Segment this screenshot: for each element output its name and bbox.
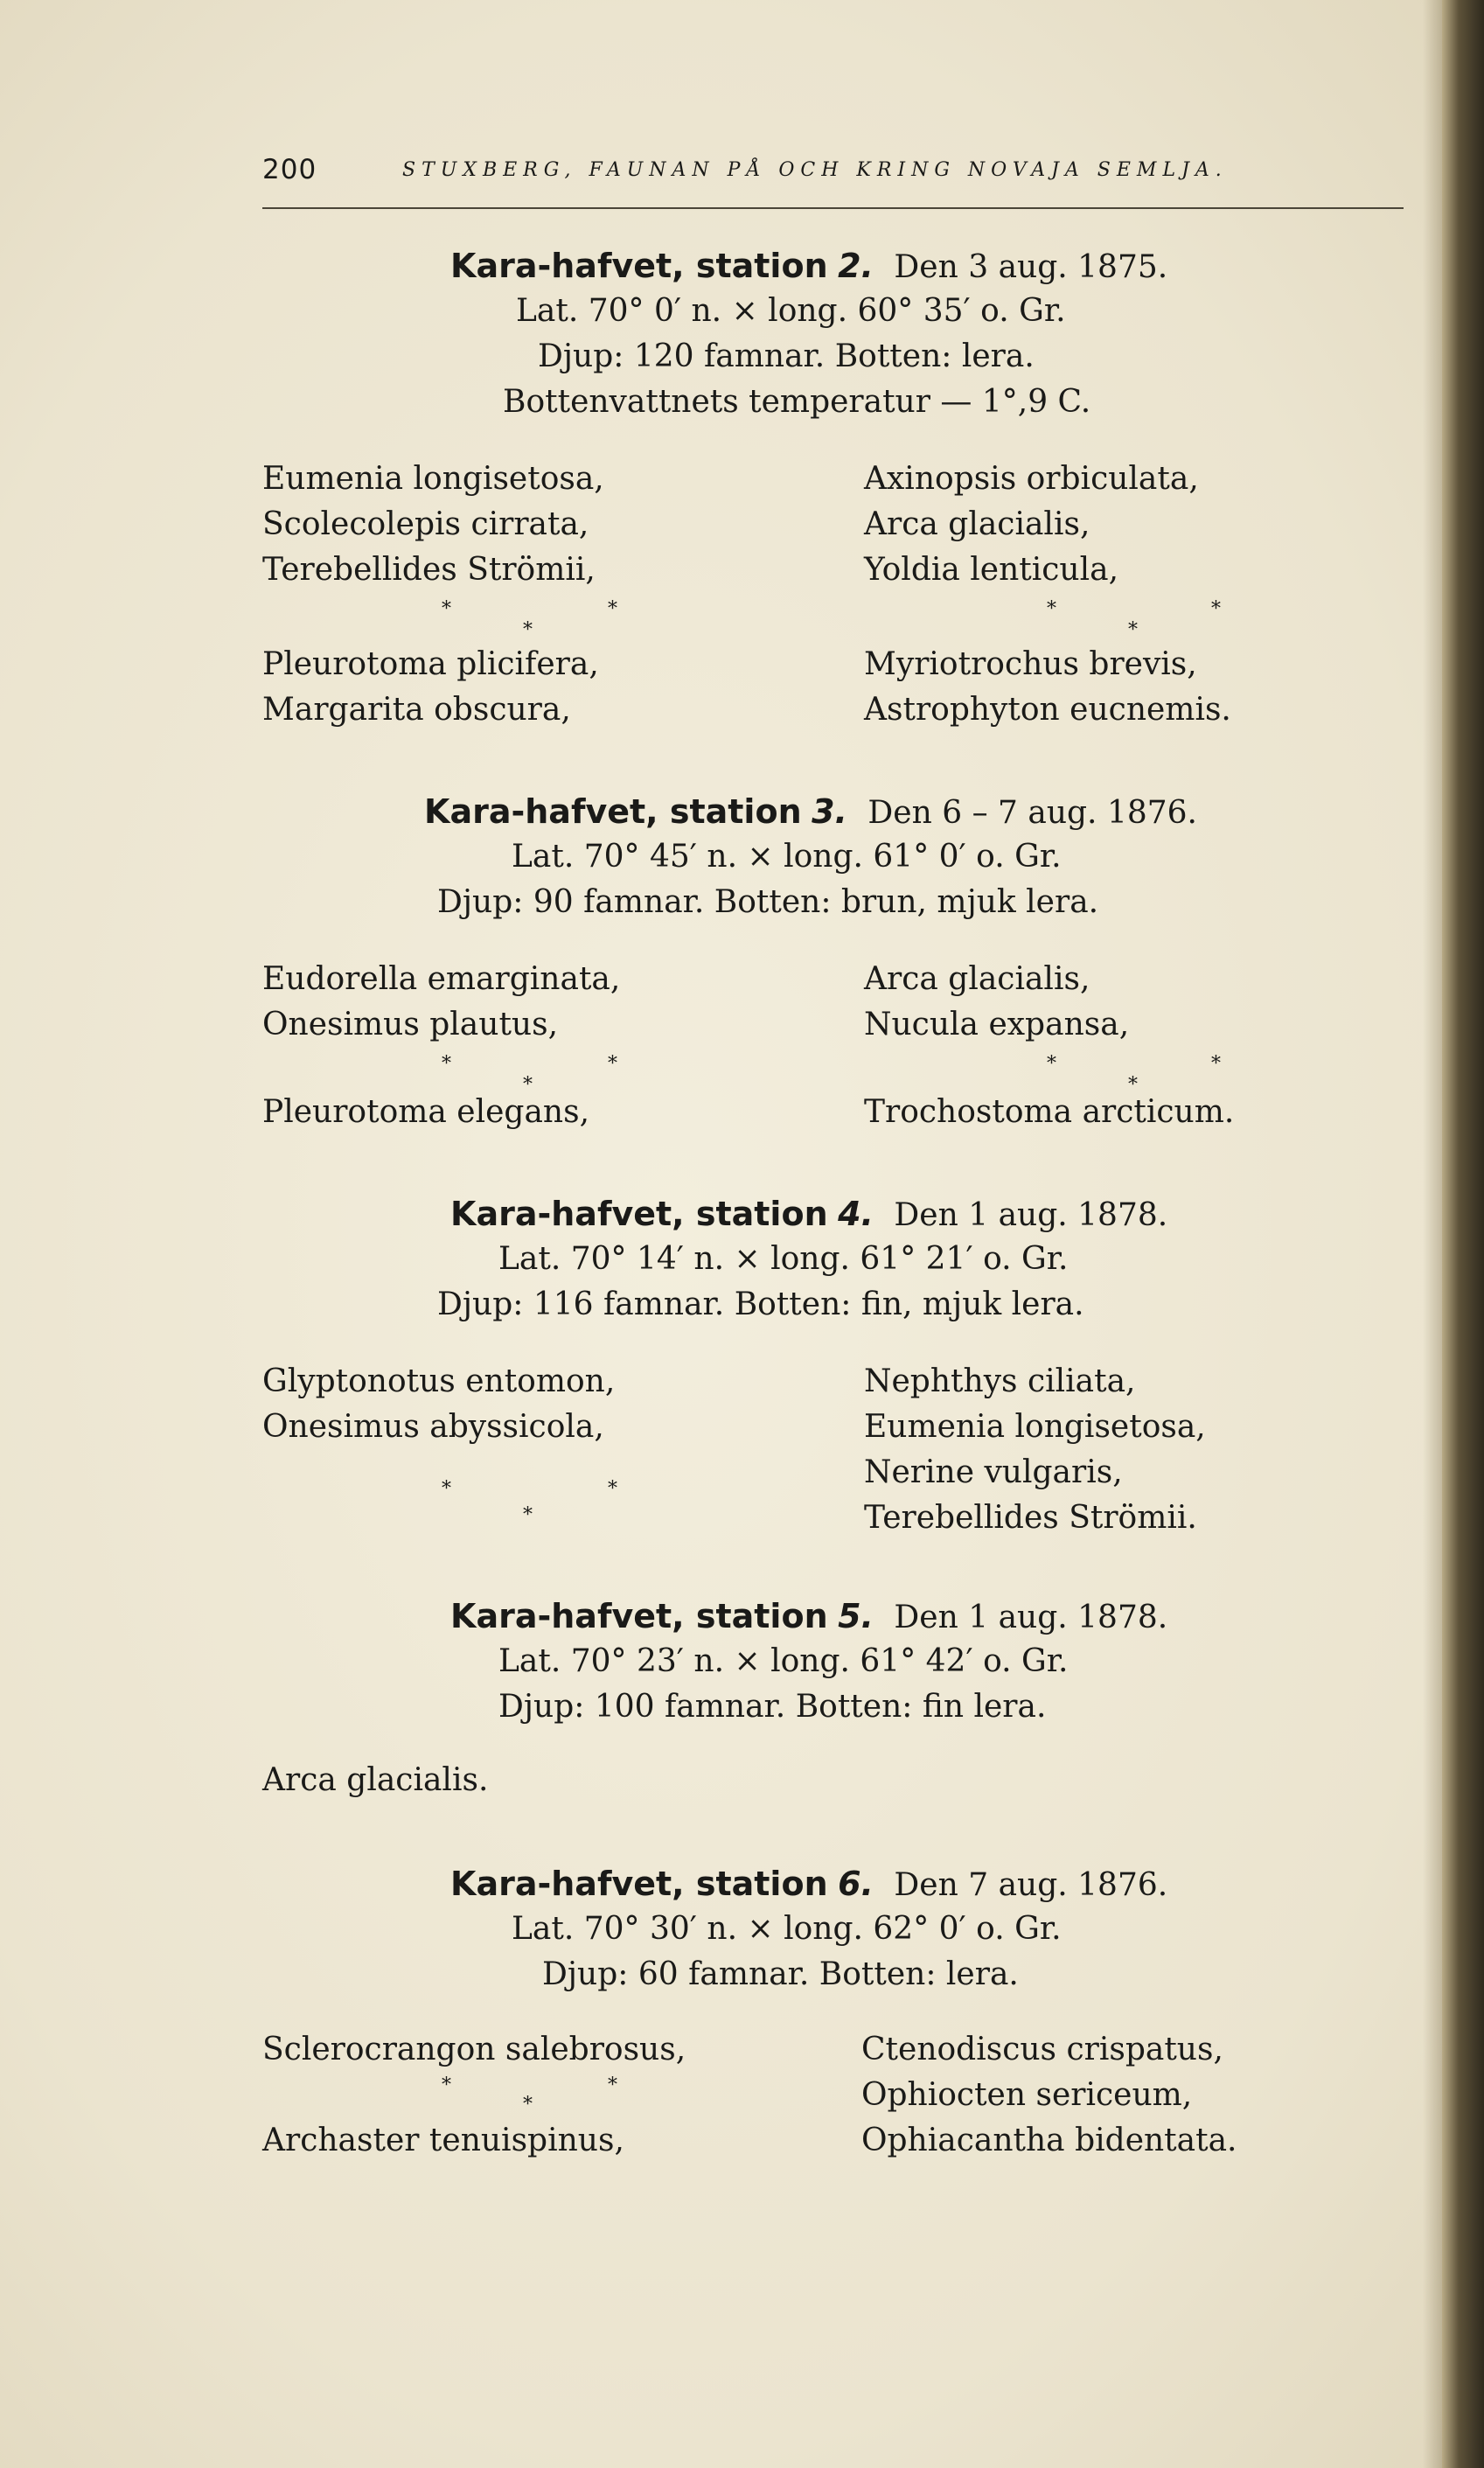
species-right: Ophiocten sericeum, (861, 2077, 1193, 2113)
asterism-mark: * (608, 1478, 617, 1500)
station-number: 3. (812, 792, 847, 831)
species-left: Scolecolepis cirrata, (262, 506, 589, 542)
species-right: Nucula expansa, (864, 1007, 1130, 1042)
species-right: Astrophyton eucnemis. (864, 692, 1231, 728)
station-date: Den 7 aug. 1876. (894, 1867, 1168, 1903)
species-left: Eumenia longisetosa, (262, 461, 604, 497)
asterism-mark: * (1128, 1074, 1138, 1096)
station-temperature: Bottenvattnets temperatur — 1°,9 C. (503, 384, 1091, 420)
asterism-mark: * (523, 1504, 533, 1526)
asterism-mark: * (442, 1478, 451, 1500)
species-right: Nerine vulgaris, (864, 1454, 1123, 1490)
asterism-mark: * (1211, 1053, 1221, 1075)
station-position: Lat. 70° 30′ n. × long. 62° 0′ o. Gr. (512, 1911, 1062, 1947)
station-depth: Djup: 90 famnar. Botten: brun, mjuk lera. (437, 884, 1099, 920)
station-title (424, 792, 1197, 833)
species-left: Margarita obscura, (262, 692, 571, 728)
station-title-prefix: Kara-hafvet, station (450, 247, 828, 285)
species-right: Arca glacialis, (864, 961, 1090, 997)
asterism-mark: * (442, 1053, 451, 1075)
station-title-prefix: Kara-hafvet, station (450, 1195, 828, 1233)
running-title: STUXBERG, FAUNAN PÅ OCH KRING NOVAJA SEMLJA. (402, 159, 1228, 181)
station-date: Den 1 aug. 1878. (894, 1600, 1168, 1635)
station-title-prefix: Kara-hafvet, station (450, 1865, 828, 1903)
species-left: Onesimus abyssicola, (262, 1409, 604, 1445)
station-depth: Djup: 60 famnar. Botten: lera. (542, 1956, 1019, 1992)
station-position: Lat. 70° 45′ n. × long. 61° 0′ o. Gr. (512, 839, 1062, 875)
species-right: Arca glacialis, (864, 506, 1090, 542)
species-right: Ophiacantha bidentata. (861, 2123, 1237, 2158)
page-number: 200 (262, 154, 317, 185)
species-right: Myriotrochus brevis, (864, 646, 1197, 682)
species-left: Pleurotoma elegans, (262, 1094, 590, 1130)
asterism-mark: * (442, 2074, 451, 2096)
station-date: Den 1 aug. 1878. (894, 1197, 1168, 1233)
species-right: Terebellides Strömii. (864, 1500, 1197, 1536)
asterism-mark: * (608, 2074, 617, 2096)
species-right: Eumenia longisetosa, (864, 1409, 1206, 1445)
species-left: Eudorella emarginata, (262, 961, 621, 997)
station-depth: Djup: 120 famnar. Botten: lera. (538, 338, 1035, 374)
species-left: Terebellides Strömii, (262, 552, 596, 588)
species-left: Sclerocrangon salebrosus, (262, 2032, 686, 2067)
species-right: Yoldia lenticula, (864, 552, 1119, 588)
species-right: Ctenodiscus crispatus, (861, 2032, 1223, 2067)
species-left: Onesimus plautus, (262, 1007, 559, 1042)
station-position: Lat. 70° 14′ n. × long. 61° 21′ o. Gr. (498, 1241, 1069, 1277)
station-position: Lat. 70° 0′ n. × long. 60° 35′ o. Gr. (516, 293, 1066, 329)
station-depth: Djup: 100 famnar. Botten: fin lera. (498, 1689, 1047, 1725)
asterism-mark: * (608, 1053, 617, 1075)
asterism-mark: * (523, 2094, 533, 2116)
station-title (450, 1195, 1167, 1235)
station-title (450, 1865, 1167, 1905)
asterism-mark: * (1047, 1053, 1056, 1075)
page-edge-shadow (1442, 0, 1484, 2468)
station-title-prefix: Kara-hafvet, station (450, 1597, 828, 1635)
page-edge-gradient (1423, 0, 1442, 2468)
station-number: 4. (838, 1195, 874, 1233)
asterism-mark: * (523, 1074, 533, 1096)
station-position: Lat. 70° 23′ n. × long. 61° 42′ o. Gr. (498, 1643, 1069, 1679)
station-number: 6. (838, 1865, 874, 1903)
species-left: Archaster tenuispinus, (262, 2123, 624, 2158)
species-left: Arca glacialis. (262, 1762, 489, 1798)
asterism-mark: * (1211, 598, 1221, 620)
station-date: Den 3 aug. 1875. (894, 249, 1168, 285)
species-left: Pleurotoma plicifera, (262, 646, 599, 682)
species-right: Nephthys ciliata, (864, 1363, 1136, 1399)
station-title-prefix: Kara-hafvet, station (424, 792, 802, 831)
asterism-mark: * (1128, 619, 1138, 641)
header-rule (262, 207, 1404, 209)
asterism-mark: * (608, 598, 617, 620)
station-number: 5. (838, 1597, 874, 1635)
asterism-mark: * (442, 598, 451, 620)
station-number: 2. (838, 247, 874, 285)
species-right: Trochostoma arcticum. (864, 1094, 1235, 1130)
station-title (450, 247, 1167, 287)
station-date: Den 6 – 7 aug. 1876. (867, 795, 1197, 831)
species-left: Glyptonotus entomon, (262, 1363, 616, 1399)
asterism-mark: * (1047, 598, 1056, 620)
station-title (450, 1597, 1167, 1637)
species-right: Axinopsis orbiculata, (864, 461, 1199, 497)
station-depth: Djup: 116 famnar. Botten: fin, mjuk lera. (437, 1286, 1084, 1322)
asterism-mark: * (523, 619, 533, 641)
